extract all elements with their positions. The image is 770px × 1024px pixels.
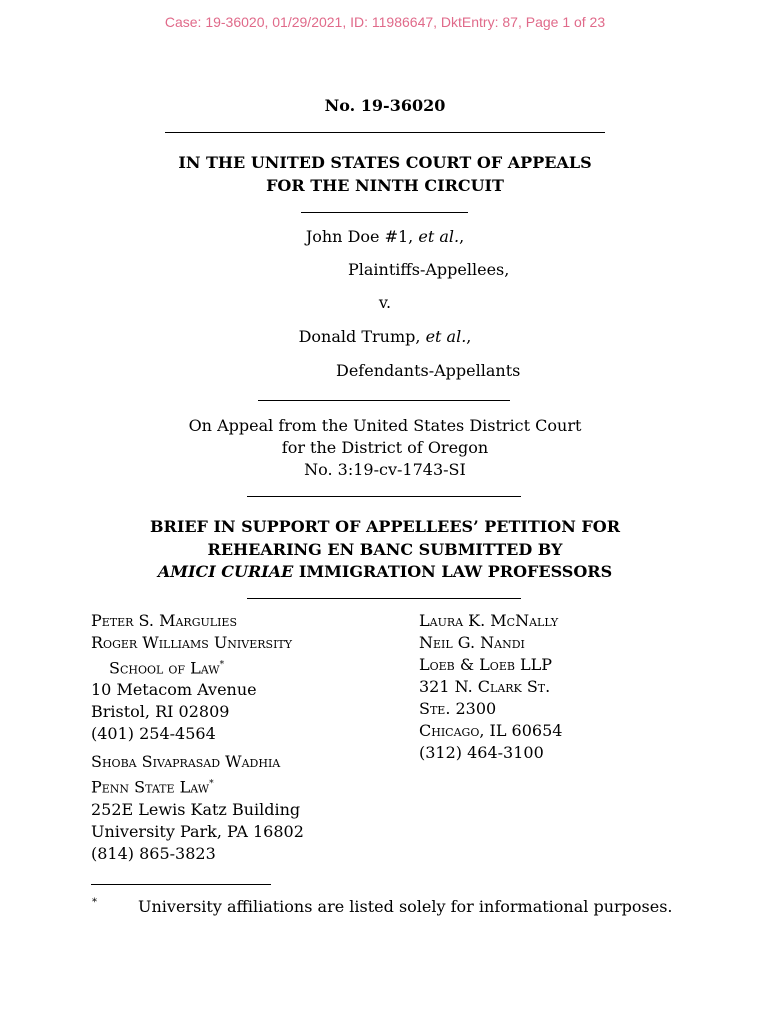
plaintiff-role: Plaintiffs-Appellees, [348, 260, 510, 279]
appeal-case-number: No. 3:19-cv-1743-SI [304, 460, 466, 479]
counsel-organization-cont [91, 654, 304, 679]
case-number: No. 19-36020 [324, 96, 446, 115]
defendant-et-al: et al. [425, 327, 467, 346]
amici-curiae-italic: AMICI CURIAE [157, 562, 294, 581]
defendant-name [0, 327, 770, 346]
docket-header-stamp: Case: 19-36020, 01/29/2021, ID: 11986647, DktEntry: 87, Page 1 of 23 [164, 14, 606, 30]
defendant-trailing: , [466, 327, 472, 346]
counsel-phone: (312) 464-3100 [419, 743, 544, 762]
brief-title-line2: REHEARING EN BANC SUBMITTED BY [207, 540, 563, 559]
counsel-address: University Park, PA 16802 [91, 821, 304, 841]
counsel-name: Laura K. McNally [419, 611, 559, 630]
plaintiff-et-al: et al. [418, 227, 460, 246]
footnote-ref: * [209, 779, 214, 790]
plaintiff-trailing: , [459, 227, 465, 246]
footnote-separator [91, 884, 271, 885]
divider-rule [165, 132, 605, 133]
counsel-name: Neil G. Nandi [419, 633, 525, 652]
counsel-address: 321 N. Clark St. [419, 677, 551, 696]
appeal-line2: for the District of Oregon [281, 438, 489, 457]
footnote-mark: * [92, 897, 97, 908]
counsel-organization [91, 773, 304, 798]
counsel-address: 252E Lewis Katz Building [91, 799, 301, 819]
counsel-phone: (814) 865-3823 [91, 843, 216, 863]
counsel-address: Chicago, IL 60654 [419, 721, 563, 740]
footnote-ref: * [219, 660, 225, 670]
counsel-address: Bristol, RI 02809 [91, 702, 230, 722]
defendant-name-text: Donald Trump, [298, 327, 426, 346]
divider-rule [247, 496, 521, 497]
brief-title-line3-rest: IMMIGRATION LAW PROFESSORS [293, 562, 613, 581]
counsel-name: Shoba Sivaprasad Wadhia [91, 752, 281, 772]
counsel-left-block [91, 610, 304, 865]
counsel-address: Ste. 2300 [419, 699, 497, 718]
org-name-text: School of Law [109, 658, 220, 678]
plaintiff-name [0, 227, 770, 246]
counsel-phone: (401) 254-4564 [91, 724, 216, 744]
divider-rule [247, 598, 521, 599]
footnote-text: University affiliations are listed solely for informational purposes. [138, 897, 673, 916]
counsel-address: 10 Metacom Avenue [91, 680, 257, 700]
divider-rule [258, 400, 510, 401]
appeal-line1: On Appeal from the United States District Court [188, 416, 582, 435]
court-name-line2: FOR THE NINTH CIRCUIT [266, 176, 504, 195]
court-name-line1: IN THE UNITED STATES COURT OF APPEALS [178, 153, 592, 172]
counsel-organization: Roger Williams University [91, 633, 293, 652]
brief-title-line3 [0, 562, 770, 581]
divider-rule [301, 212, 468, 213]
versus: v. [378, 293, 392, 312]
defendant-role: Defendants-Appellants [336, 361, 521, 380]
counsel-right-block [419, 610, 562, 764]
org-name-text: Penn State Law [91, 777, 210, 797]
counsel-firm: Loeb & Loeb LLP [419, 655, 553, 674]
plaintiff-name-text: John Doe #1, [305, 227, 419, 246]
brief-title-line1: BRIEF IN SUPPORT OF APPELLEES’ PETITION FOR [150, 517, 620, 536]
counsel-name: Peter S. Margulies [91, 611, 237, 630]
